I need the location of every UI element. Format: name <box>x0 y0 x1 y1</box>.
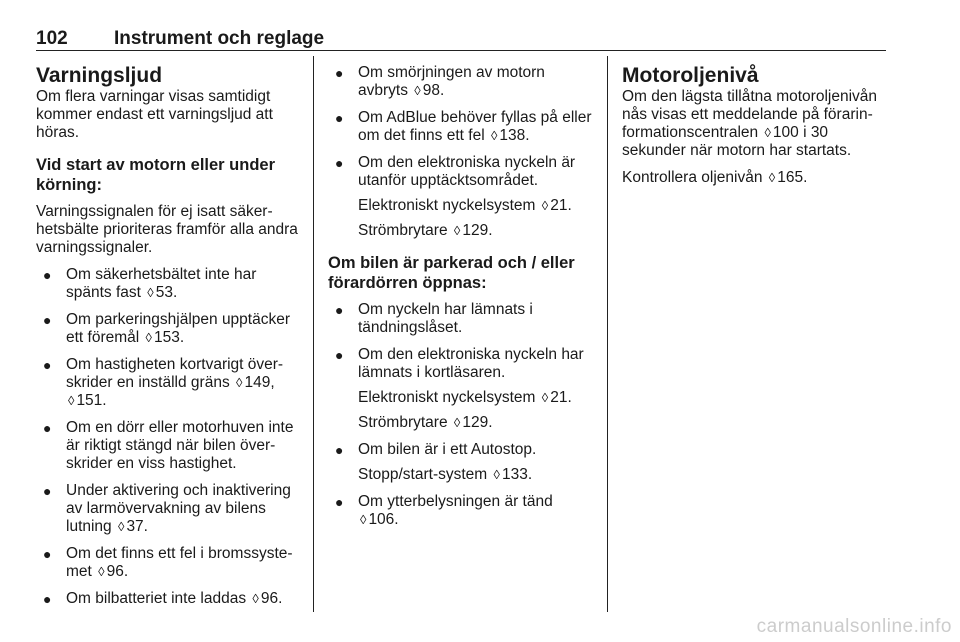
list-item: ● Om bilen är i ett Autostop. <box>335 441 537 458</box>
bullet-list <box>328 64 594 190</box>
sub-paragraph: Stopp/start-system ◊ 133. <box>358 466 533 483</box>
subheading: Vid start av motorn eller under körning: <box>36 156 276 194</box>
page-reference-icon: ◊ <box>252 591 259 606</box>
page-reference[interactable]: 138. <box>499 127 530 144</box>
page-reference[interactable]: 37. <box>126 518 148 535</box>
paragraph: Varningssignalen för ej isatt säker-hetsbälte prioriteras framför alla andra varningssignaler. <box>36 203 298 256</box>
bullet-list <box>328 441 594 459</box>
running-title: Instrument och reglage <box>114 28 325 49</box>
list-item: ● Om den elektroniska nyckeln har lämnats i kortläsaren. <box>335 346 584 381</box>
list-item: ● Om bilbatteriet inte laddas ◊ 96. <box>43 590 283 607</box>
subheading: Om bilen är parkerad och / eller förardörren öppnas: <box>328 254 575 292</box>
page-reference-icon: ◊ <box>360 512 367 527</box>
page-reference[interactable]: 129. <box>462 414 493 431</box>
page-reference[interactable]: 133. <box>501 466 533 483</box>
list-item: ● Om hastigheten kortvarigt över-skrider en inställd gräns ◊ 149, ◊ 151. <box>43 356 284 409</box>
list-item: ● Om nyckeln har lämnats i tändningslåset. <box>335 301 533 336</box>
bullet-icon: ● <box>335 302 344 318</box>
paragraph: Kontrollera oljenivån ◊ 165. <box>622 169 808 186</box>
bullet-icon: ● <box>335 347 344 363</box>
sub-paragraph: Strömbrytare ◊ 129. <box>358 222 493 239</box>
bullet-icon: ● <box>43 546 52 562</box>
bullet-list <box>328 493 594 529</box>
bullet-list <box>328 301 594 382</box>
section-heading: Motoroljenivå <box>622 64 759 87</box>
page-header <box>36 28 886 51</box>
page-reference[interactable]: 100 <box>772 124 799 141</box>
bullet-icon: ● <box>43 312 52 328</box>
page-reference[interactable]: 53. <box>155 284 178 301</box>
sub-paragraph: Elektroniskt nyckelsystem ◊ 21. <box>358 197 572 214</box>
page-reference[interactable]: 21. <box>550 389 572 406</box>
list-item: ● Om parkeringshjälpen upptäcker ett föremål ◊ 153. <box>43 311 291 346</box>
list-item: ● Om det finns ett fel i bromssyste-met ◊ 96. <box>43 545 293 580</box>
page-reference-icon: ◊ <box>68 393 75 408</box>
page-reference-icon: ◊ <box>453 223 461 238</box>
bullet-icon: ● <box>335 494 344 510</box>
bullet-icon: ● <box>43 483 52 499</box>
bullet-list <box>36 266 298 608</box>
sub-paragraph: Elektroniskt nyckelsystem ◊ 21. <box>358 389 572 406</box>
page-reference[interactable]: 151. <box>76 392 107 409</box>
page-reference-icon: ◊ <box>236 375 243 390</box>
page-reference[interactable]: 149, <box>244 374 275 391</box>
list-item: ● Om den elektroniska nyckeln är utanför upptäcktsområdet. <box>335 154 576 189</box>
page-reference[interactable]: 98. <box>422 82 445 99</box>
list-item: ● Om AdBlue behöver fyllas på eller om det finns ett fel ◊ 138. <box>335 109 592 144</box>
page-reference[interactable]: 106. <box>368 511 399 528</box>
bullet-icon: ● <box>43 267 52 283</box>
paragraph: Om den lägsta tillåtna motoroljenivån nås visas ett meddelande på förarin-formationscentralen ◊ 100 i 30 sekunder när motorn har startats. <box>622 88 878 159</box>
watermark: carmanualsonline.info <box>756 616 952 637</box>
bullet-icon: ● <box>43 357 52 373</box>
list-item: ● Om ytterbelysningen är tänd ◊ 106. <box>335 493 553 528</box>
page-reference[interactable]: 21. <box>550 197 572 214</box>
page-number: 102 <box>36 28 68 49</box>
page-reference[interactable]: 153. <box>153 329 185 346</box>
bullet-icon: ● <box>335 155 344 171</box>
page-reference-icon: ◊ <box>414 83 421 98</box>
page-reference-icon: ◊ <box>453 415 461 430</box>
list-item: ● Under aktivering och inaktivering av larmövervakning av bilens lutning ◊ 37. <box>43 482 291 535</box>
page-reference-icon: ◊ <box>118 519 125 534</box>
page-reference-icon: ◊ <box>768 170 776 185</box>
page-reference-icon: ◊ <box>145 330 152 345</box>
page-reference-icon: ◊ <box>764 125 771 140</box>
bullet-icon: ● <box>335 442 344 458</box>
page-reference[interactable]: 129. <box>462 222 493 239</box>
column-divider <box>313 56 314 612</box>
bullet-icon: ● <box>335 110 344 126</box>
column-3 <box>622 64 886 196</box>
page-reference-icon: ◊ <box>541 198 549 213</box>
page-reference-icon: ◊ <box>147 285 154 300</box>
page-reference[interactable]: 96. <box>106 563 129 580</box>
page-reference-icon: ◊ <box>493 467 500 482</box>
page-reference-icon: ◊ <box>541 390 549 405</box>
page-reference[interactable]: 96. <box>260 590 283 607</box>
list-item: ● Om smörjningen av motorn avbryts ◊ 98. <box>335 64 545 99</box>
list-item: ● Om en dörr eller motorhuven inte är riktigt stängd när bilen över-skrider en viss hastighet. <box>43 419 294 472</box>
list-item: ● Om säkerhetsbältet inte har spänts fast ◊ 53. <box>43 266 257 301</box>
paragraph: Om flera varningar visas samtidigt kommer endast ett varningsljud att höras. <box>36 88 273 141</box>
column-divider <box>607 56 608 612</box>
section-heading: Varningsljud <box>36 64 163 87</box>
column-1 <box>36 64 298 617</box>
column-2 <box>328 64 594 538</box>
page-reference-icon: ◊ <box>490 128 498 143</box>
page-reference-icon: ◊ <box>98 564 105 579</box>
bullet-icon: ● <box>43 420 52 436</box>
sub-paragraph: Strömbrytare ◊ 129. <box>358 414 493 431</box>
bullet-icon: ● <box>43 591 52 607</box>
bullet-icon: ● <box>335 65 344 81</box>
page-reference[interactable]: 165. <box>777 169 808 186</box>
